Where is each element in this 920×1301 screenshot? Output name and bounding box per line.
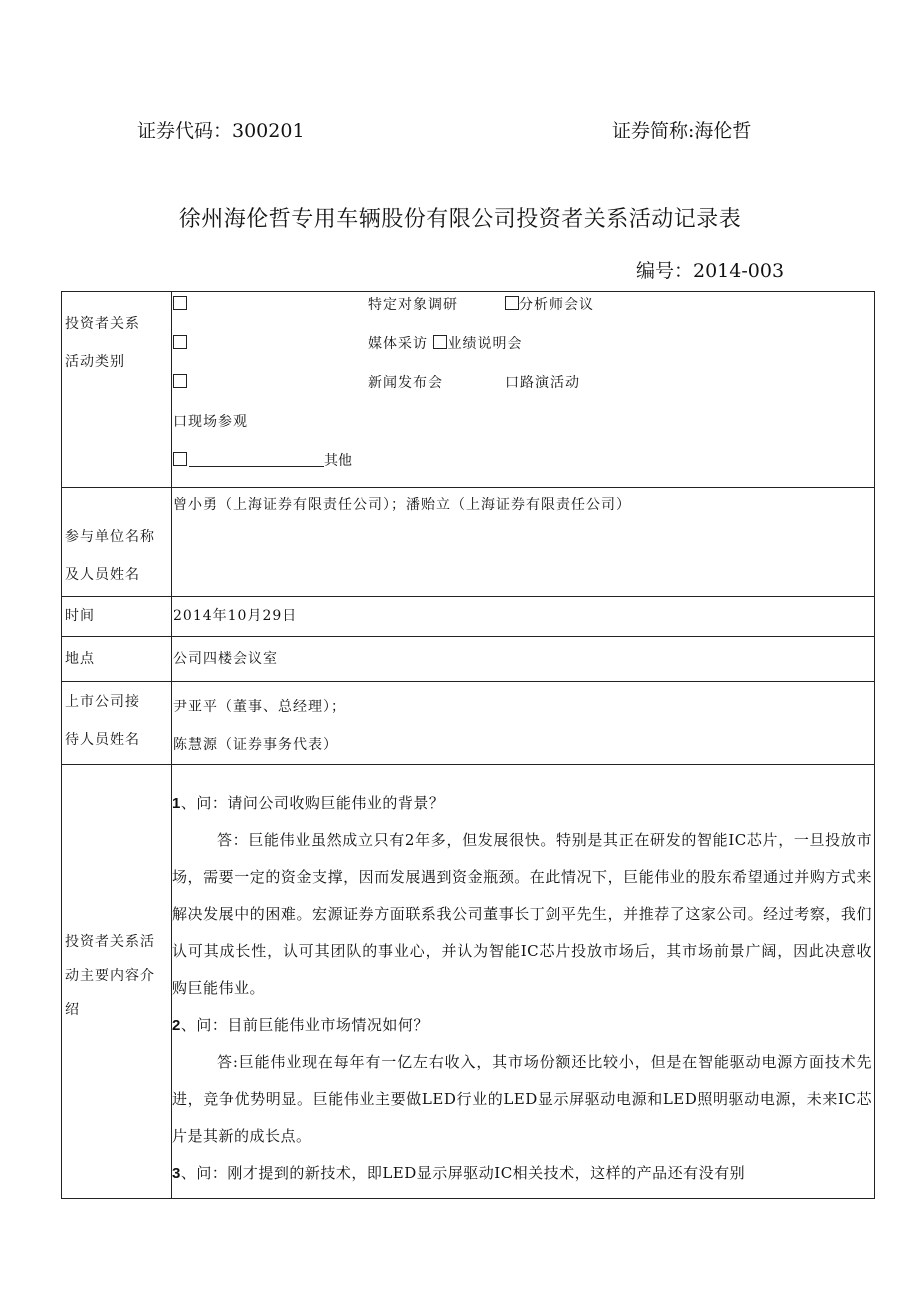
content-row: [62, 765, 875, 1199]
checkbox-specific-research[interactable]: [173, 296, 187, 310]
time-value: 2014年10月29日: [173, 608, 298, 624]
content-label-line3: 绍: [65, 1002, 80, 1018]
record-table: [61, 291, 875, 1199]
option-analyst-meeting: 分析师会议: [519, 297, 594, 313]
option-specific-research: 特定对象调研: [368, 297, 458, 313]
participants-row: [62, 488, 875, 597]
time-row: [62, 597, 875, 637]
question-1: [172, 785, 874, 822]
participants-label: [62, 488, 172, 597]
checkbox-earnings-briefing[interactable]: [433, 335, 447, 349]
question-2: [172, 1007, 874, 1044]
checkbox-other[interactable]: [173, 452, 187, 466]
reception-label-line1: 上市公司接: [65, 694, 140, 710]
location-value: 公司四楼会议室: [173, 651, 278, 667]
option-roadshow: 口路演活动: [505, 375, 580, 391]
activity-type-label: [62, 292, 172, 488]
participants-value: 曾小勇（上海证券有限责任公司）；潘贻立（上海证券有限责任公司）: [173, 497, 631, 513]
question-3-text: 、问：刚才提到的新技术，即LED显示屏驱动IC相关技术，这样的产品还有没有别: [180, 1164, 746, 1182]
answer-2: 答:巨能伟业现在每年有一亿左右收入，其市场份额还比较小，但是在智能驱动电源方面技术先进，竞争优势明显。巨能伟业主要做LED行业的LED显示屏驱动电源和LED照明驱动电源，未来IC芯片是其新的成长点。: [172, 1053, 872, 1145]
participants-label-line1: 参与单位名称: [65, 529, 155, 545]
activity-type-options: [172, 292, 875, 488]
activity-type-row: [62, 292, 875, 488]
qa-content: [172, 765, 874, 1192]
question-1-number: 1: [172, 795, 181, 812]
option-media-interview: 媒体采访: [368, 336, 428, 352]
content-label-line1: 投资者关系活: [65, 934, 155, 950]
reception-person-2: 陈慧源（证券事务代表）: [173, 737, 338, 753]
question-3: [172, 1155, 874, 1192]
question-2-text: 、问：目前巨能伟业市场情况如何？: [180, 1016, 429, 1034]
activity-type-label-line1: 投资者关系: [65, 316, 140, 332]
time-label: 时间: [65, 608, 95, 624]
option-other: 其他: [324, 453, 352, 469]
security-code: 证券代码：300201: [137, 120, 305, 142]
option-earnings-briefing: 业绩说明会: [447, 336, 523, 352]
reception-label-line2: 待人员姓名: [65, 732, 140, 748]
content-label: [62, 765, 172, 1199]
reception-person-1: 尹亚平（董事、总经理）；: [173, 699, 346, 715]
document-number: 编号：2014-003: [636, 260, 785, 282]
question-2-number: 2: [172, 1017, 181, 1034]
document-title: 徐州海伦哲专用车辆股份有限公司投资者关系活动记录表: [178, 207, 742, 232]
reception-row: [62, 682, 875, 765]
reception-label: [62, 682, 172, 765]
other-blank-field[interactable]: [189, 452, 324, 467]
checkbox-press-conference[interactable]: [173, 374, 187, 388]
participants-label-line2: 及人员姓名: [65, 567, 140, 583]
option-press-conference: 新闻发布会: [368, 375, 443, 391]
activity-type-label-line2: 活动类别: [65, 354, 125, 370]
checkbox-analyst-meeting[interactable]: [505, 296, 519, 310]
location-label: 地点: [65, 651, 95, 667]
content-label-line2: 动主要内容介: [65, 968, 155, 984]
option-site-visit: 口现场参观: [173, 414, 248, 430]
checkbox-media-interview[interactable]: [173, 335, 187, 349]
question-1-text: 、问：请问公司收购巨能伟业的背景？: [180, 794, 445, 812]
location-row: [62, 637, 875, 682]
security-abbreviation: 证券简称:海伦哲: [612, 120, 752, 142]
question-3-number: 3: [172, 1165, 181, 1182]
answer-1: 答：巨能伟业虽然成立只有2年多，但发展很快。特别是其正在研发的智能IC芯片，一旦投放市场，需要一定的资金支撑，因而发展遇到资金瓶颈。在此情况下，巨能伟业的股东希望通过并购方式来解决发展中的困难。宏源证券方面联系我公司董事长丁剑平先生，并推荐了这家公司。经过考察，我们认可其成长性，认可其团队的事业心，并认为智能IC芯片投放市场后，其市场前景广阔，因此决意收购巨能伟业。: [172, 831, 872, 997]
